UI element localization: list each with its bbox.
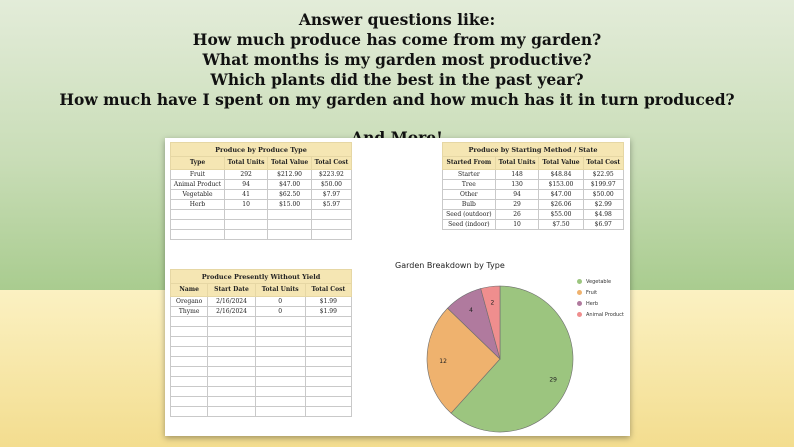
cell: $50.00: [583, 190, 623, 200]
legend-label: Fruit: [586, 289, 598, 296]
chart-title: Garden Breakdown by Type: [395, 261, 505, 270]
legend-item: [577, 287, 624, 298]
cell: $62.50: [268, 190, 312, 200]
cell: $47.00: [268, 180, 312, 190]
cell: 10: [495, 220, 539, 230]
legend-swatch-icon: [577, 290, 582, 295]
table-produce-by-method: [442, 142, 624, 230]
chart-legend: [577, 276, 624, 320]
legend-swatch-icon: [577, 301, 582, 306]
empty-row: [171, 317, 352, 327]
legend-item: [577, 309, 624, 320]
empty-row: [171, 230, 352, 240]
column-header: Total Value: [268, 157, 312, 170]
cell: $199.97: [583, 180, 623, 190]
cell: Tree: [443, 180, 496, 190]
cell: $223.92: [311, 170, 351, 180]
cell: Herb: [171, 200, 225, 210]
cell: $26.06: [539, 200, 583, 210]
cell: $7.97: [311, 190, 351, 200]
cell: 292: [224, 170, 267, 180]
cell: Vegetable: [171, 190, 225, 200]
pie-slices: [427, 286, 573, 432]
cell: Other: [443, 190, 496, 200]
table-row: [443, 190, 624, 200]
table-title: Produce by Starting Method / State: [443, 143, 624, 157]
table-row: [443, 210, 624, 220]
legend-swatch-icon: [577, 312, 582, 317]
cell: $2.99: [583, 200, 623, 210]
cell: Starter: [443, 170, 496, 180]
table-row: [171, 180, 352, 190]
column-header: Type: [171, 157, 225, 170]
table-row: [171, 307, 352, 317]
spreadsheet-preview: [165, 138, 630, 436]
cell: Fruit: [171, 170, 225, 180]
legend-item: [577, 298, 624, 309]
table-row: [171, 170, 352, 180]
cell: $153.00: [539, 180, 583, 190]
column-header: Name: [171, 284, 208, 297]
cell: $48.84: [539, 170, 583, 180]
headline-line-1: Answer questions like:: [298, 10, 496, 29]
empty-row: [171, 220, 352, 230]
column-header: Total Value: [539, 157, 583, 170]
cell: 41: [224, 190, 267, 200]
empty-row: [171, 367, 352, 377]
empty-row: [171, 397, 352, 407]
empty-row: [171, 357, 352, 367]
cell: $47.00: [539, 190, 583, 200]
cell: Bulb: [443, 200, 496, 210]
cell: $15.00: [268, 200, 312, 210]
cell: $212.90: [268, 170, 312, 180]
table-row: [171, 297, 352, 307]
cell: 0: [255, 297, 305, 307]
pie-slice-label: 12: [439, 357, 447, 365]
column-header: Started From: [443, 157, 496, 170]
cell: Animal Product: [171, 180, 225, 190]
table-row: [443, 220, 624, 230]
column-header: Total Cost: [311, 157, 351, 170]
cell: 10: [224, 200, 267, 210]
pie-slice-label: 2: [490, 299, 495, 307]
table-produce-by-type: [170, 142, 352, 240]
cell: Oregano: [171, 297, 208, 307]
cell: Seed (indoor): [443, 220, 496, 230]
table-row: [171, 200, 352, 210]
pie-slice-label: 4: [469, 307, 473, 315]
cell: 130: [495, 180, 539, 190]
empty-row: [171, 407, 352, 417]
cell: $55.00: [539, 210, 583, 220]
cell: $50.00: [311, 180, 351, 190]
column-header: Total Units: [224, 157, 267, 170]
table-row: [443, 200, 624, 210]
headline-line-3: What months is my garden most productive?: [202, 50, 592, 69]
legend-swatch-icon: [577, 279, 582, 284]
cell: $1.99: [305, 297, 351, 307]
column-header: Total Cost: [305, 284, 351, 297]
cell: 26: [495, 210, 539, 220]
headline-gap: [0, 110, 794, 128]
cell: Thyme: [171, 307, 208, 317]
column-header: Start Date: [208, 284, 255, 297]
headline-line-2: How much produce has come from my garden?: [192, 30, 602, 49]
pie-slice-label: 29: [549, 376, 557, 384]
cell: $5.97: [311, 200, 351, 210]
empty-row: [171, 377, 352, 387]
cell: $4.98: [583, 210, 623, 220]
cell: 2/16/2024: [208, 297, 255, 307]
empty-row: [171, 327, 352, 337]
headline-line-4: Which plants did the best in the past year?: [210, 70, 584, 89]
table-title: Produce by Produce Type: [171, 143, 352, 157]
table-row: [443, 180, 624, 190]
empty-row: [171, 347, 352, 357]
empty-row: [171, 387, 352, 397]
table-row: [443, 170, 624, 180]
cell: 94: [495, 190, 539, 200]
empty-row: [171, 337, 352, 347]
cell: 0: [255, 307, 305, 317]
cell: 94: [224, 180, 267, 190]
cell: $6.97: [583, 220, 623, 230]
column-header: Total Cost: [583, 157, 623, 170]
headline-line-5: How much have I spent on my garden and how much has it in turn produced?: [59, 90, 735, 109]
cell: 148: [495, 170, 539, 180]
cell: $22.95: [583, 170, 623, 180]
table-without-yield: [170, 269, 352, 417]
headline: [0, 10, 794, 148]
legend-label: Vegetable: [586, 278, 612, 285]
legend-label: Animal Product: [586, 311, 624, 318]
empty-row: [171, 210, 352, 220]
legend-item: [577, 276, 624, 287]
cell: 2/16/2024: [208, 307, 255, 317]
cell: $1.99: [305, 307, 351, 317]
column-header: Total Units: [495, 157, 539, 170]
table-title: Produce Presently Without Yield: [171, 270, 352, 284]
table-row: [171, 190, 352, 200]
cell: Seed (outdoor): [443, 210, 496, 220]
cell: 29: [495, 200, 539, 210]
cell: $7.50: [539, 220, 583, 230]
column-header: Total Units: [255, 284, 305, 297]
legend-label: Herb: [586, 300, 599, 307]
